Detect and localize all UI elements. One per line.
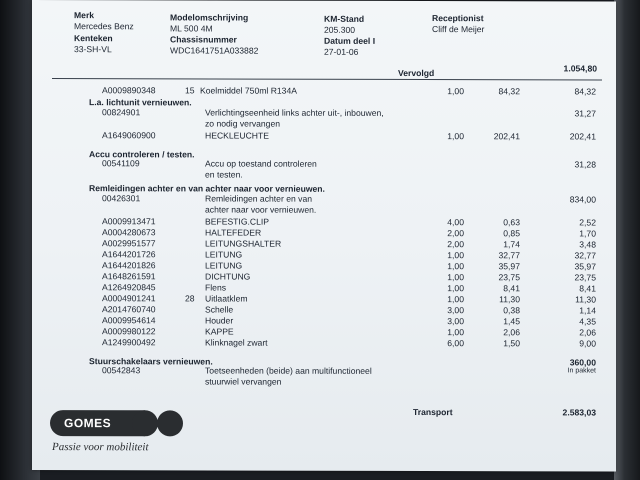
line-total: 834,00 [569, 194, 596, 205]
line-price: 1,74 [503, 239, 520, 250]
line-price: 0,85 [503, 228, 520, 239]
merk-value: Mercedes Benz [74, 21, 134, 32]
line-description: HALTEFEDER [205, 227, 262, 238]
line-total: 8,41 [579, 283, 596, 294]
line-price: 0,63 [503, 217, 520, 228]
line-total: 3,48 [579, 239, 596, 250]
line-extra: 28 [185, 293, 195, 304]
vervolgd-label: Vervolgd [398, 67, 435, 79]
line-total: 31,28 [574, 159, 596, 170]
part-code: 00426301 [102, 193, 141, 204]
gomes-logo [50, 410, 145, 436]
line-price: 32,77 [498, 250, 520, 261]
line-price: 2,06 [503, 327, 520, 338]
line-description: Toetseenheden (beide) aan multifunctioneel [205, 365, 372, 376]
model-value: ML 500 4M [170, 23, 213, 34]
line-qty: 1,00 [447, 294, 464, 305]
model-label: Modelomschrijving [170, 12, 249, 23]
logo-dot-1 [132, 410, 158, 436]
part-code: A0009890348 [102, 85, 156, 96]
chassis-value: WDC1641751A033882 [170, 45, 259, 56]
line-total: 32,77 [574, 250, 596, 261]
header-divider [52, 78, 602, 80]
line-qty: 1,00 [447, 86, 464, 97]
line-total: 11,30 [575, 294, 596, 305]
line-price: 1,45 [503, 316, 520, 327]
kenteken-value: 33-SH-VL [74, 44, 112, 55]
line-qty: 6,00 [447, 338, 464, 349]
line-description: LEITUNGSHALTER [205, 238, 282, 249]
invoice-paper [32, 0, 616, 472]
section-total: 360,00 [569, 357, 596, 368]
line-total: 31,27 [574, 108, 596, 119]
line-description: Accu op toestand controleren [205, 158, 317, 169]
part-code: A0009913471 [102, 216, 156, 227]
line-qty: 1,00 [447, 327, 464, 338]
km-value: 205.300 [324, 24, 356, 35]
part-code: A0004901241 [102, 293, 156, 304]
line-description: en testen. [205, 169, 243, 180]
line-description: Koelmiddel 750ml R134A [200, 85, 297, 96]
km-label: KM-Stand [324, 13, 365, 24]
line-qty: 4,00 [447, 217, 464, 228]
transport-amount: 2.583,03 [562, 407, 596, 418]
line-price: 1,50 [503, 338, 520, 349]
line-total: 9,00 [579, 338, 596, 349]
line-description: KAPPE [205, 326, 234, 337]
line-description: Verlichtingseenheid links achter uit-, inbouwen, [205, 107, 384, 118]
line-price: 84,32 [498, 86, 520, 97]
line-total: 4,35 [579, 316, 596, 327]
section-heading: Remleidingen achter en van achter naar voor vernieuwen. [89, 183, 325, 194]
part-code: 00542843 [102, 365, 141, 376]
line-description: stuurwiel vervangen [205, 376, 282, 387]
part-code: A0004280673 [102, 227, 156, 238]
line-total: 2,06 [579, 327, 596, 338]
section-heading: Stuurschakelaars vernieuwen. [89, 356, 213, 367]
line-qty: 1,00 [447, 283, 464, 294]
section-heading: L.a. lichtunit vernieuwen. [89, 97, 192, 108]
section-heading: Accu controleren / testen. [89, 149, 195, 160]
part-code: A0029951577 [102, 238, 156, 249]
line-extra: 15 [185, 85, 195, 96]
part-code: A1249900492 [102, 337, 156, 348]
line-description: zo nodig vervangen [205, 118, 281, 129]
part-code: 00824901 [102, 107, 141, 118]
receptionist-value: Cliff de Meijer [432, 24, 485, 35]
part-code: 00541109 [102, 158, 140, 169]
line-price: 11,30 [499, 294, 520, 305]
line-description: LEITUNG [205, 260, 243, 271]
part-code: A0009954614 [102, 315, 156, 326]
line-qty: 2,00 [447, 239, 464, 250]
line-total: 1,70 [579, 228, 596, 239]
line-description: Uitlaatklem [205, 293, 248, 304]
line-qty: 1,00 [447, 131, 464, 142]
part-code: A0009980122 [102, 326, 156, 337]
kenteken-label: Kenteken [74, 33, 113, 44]
line-total: 84,32 [574, 86, 596, 97]
datum-value: 27-01-06 [324, 46, 359, 57]
line-description: Houder [205, 315, 234, 326]
line-price: 35,97 [498, 261, 520, 272]
line-qty: 1,00 [447, 250, 464, 261]
line-description: Klinknagel zwart [205, 337, 268, 348]
line-description: HECKLEUCHTE [205, 130, 269, 141]
line-price: 0,38 [503, 305, 520, 316]
line-description: LEITUNG [205, 249, 243, 260]
line-price: 23,75 [498, 272, 520, 283]
line-description: achter naar voor vernieuwen. [205, 204, 317, 215]
line-total: 23,75 [574, 272, 596, 283]
line-total: 2,52 [579, 217, 596, 228]
logo-name: GOMES [64, 416, 112, 431]
logo-dot-2 [157, 410, 183, 436]
part-code: A1649060900 [102, 130, 156, 141]
line-qty: 2,00 [447, 228, 464, 239]
transport-label: Transport [413, 406, 453, 418]
background-right [614, 0, 640, 480]
line-qty: 1,00 [447, 261, 464, 272]
part-code: A1644201826 [102, 260, 156, 271]
line-description: Schelle [205, 304, 234, 315]
line-description: Remleidingen achter en van [205, 193, 313, 204]
line-description: Flens [205, 282, 227, 293]
receptionist-label: Receptionist [432, 13, 484, 24]
line-description: DICHTUNG [205, 271, 251, 282]
part-code: A1264920845 [102, 282, 156, 293]
part-code: A2014760740 [102, 304, 156, 315]
line-price: 8,41 [503, 283, 520, 294]
line-qty: 3,00 [447, 305, 464, 316]
line-qty: 3,00 [447, 316, 464, 327]
line-total: 1,14 [579, 305, 596, 316]
line-total: In pakket [567, 367, 596, 375]
line-total: 35,97 [574, 261, 596, 272]
line-price: 202,41 [493, 131, 520, 142]
vervolgd-amount: 1.054,80 [563, 63, 597, 74]
line-total: 202,41 [569, 131, 596, 142]
line-qty: 1,00 [447, 272, 464, 283]
chassis-label: Chassisnummer [170, 34, 237, 45]
merk-label: Merk [74, 10, 95, 21]
datum-label: Datum deel I [324, 35, 376, 46]
logo-slogan: Passie voor mobiliteit [52, 441, 149, 454]
part-code: A1644201726 [102, 249, 156, 260]
line-description: BEFESTIG.CLIP [205, 216, 269, 227]
part-code: A1648261591 [102, 271, 156, 282]
